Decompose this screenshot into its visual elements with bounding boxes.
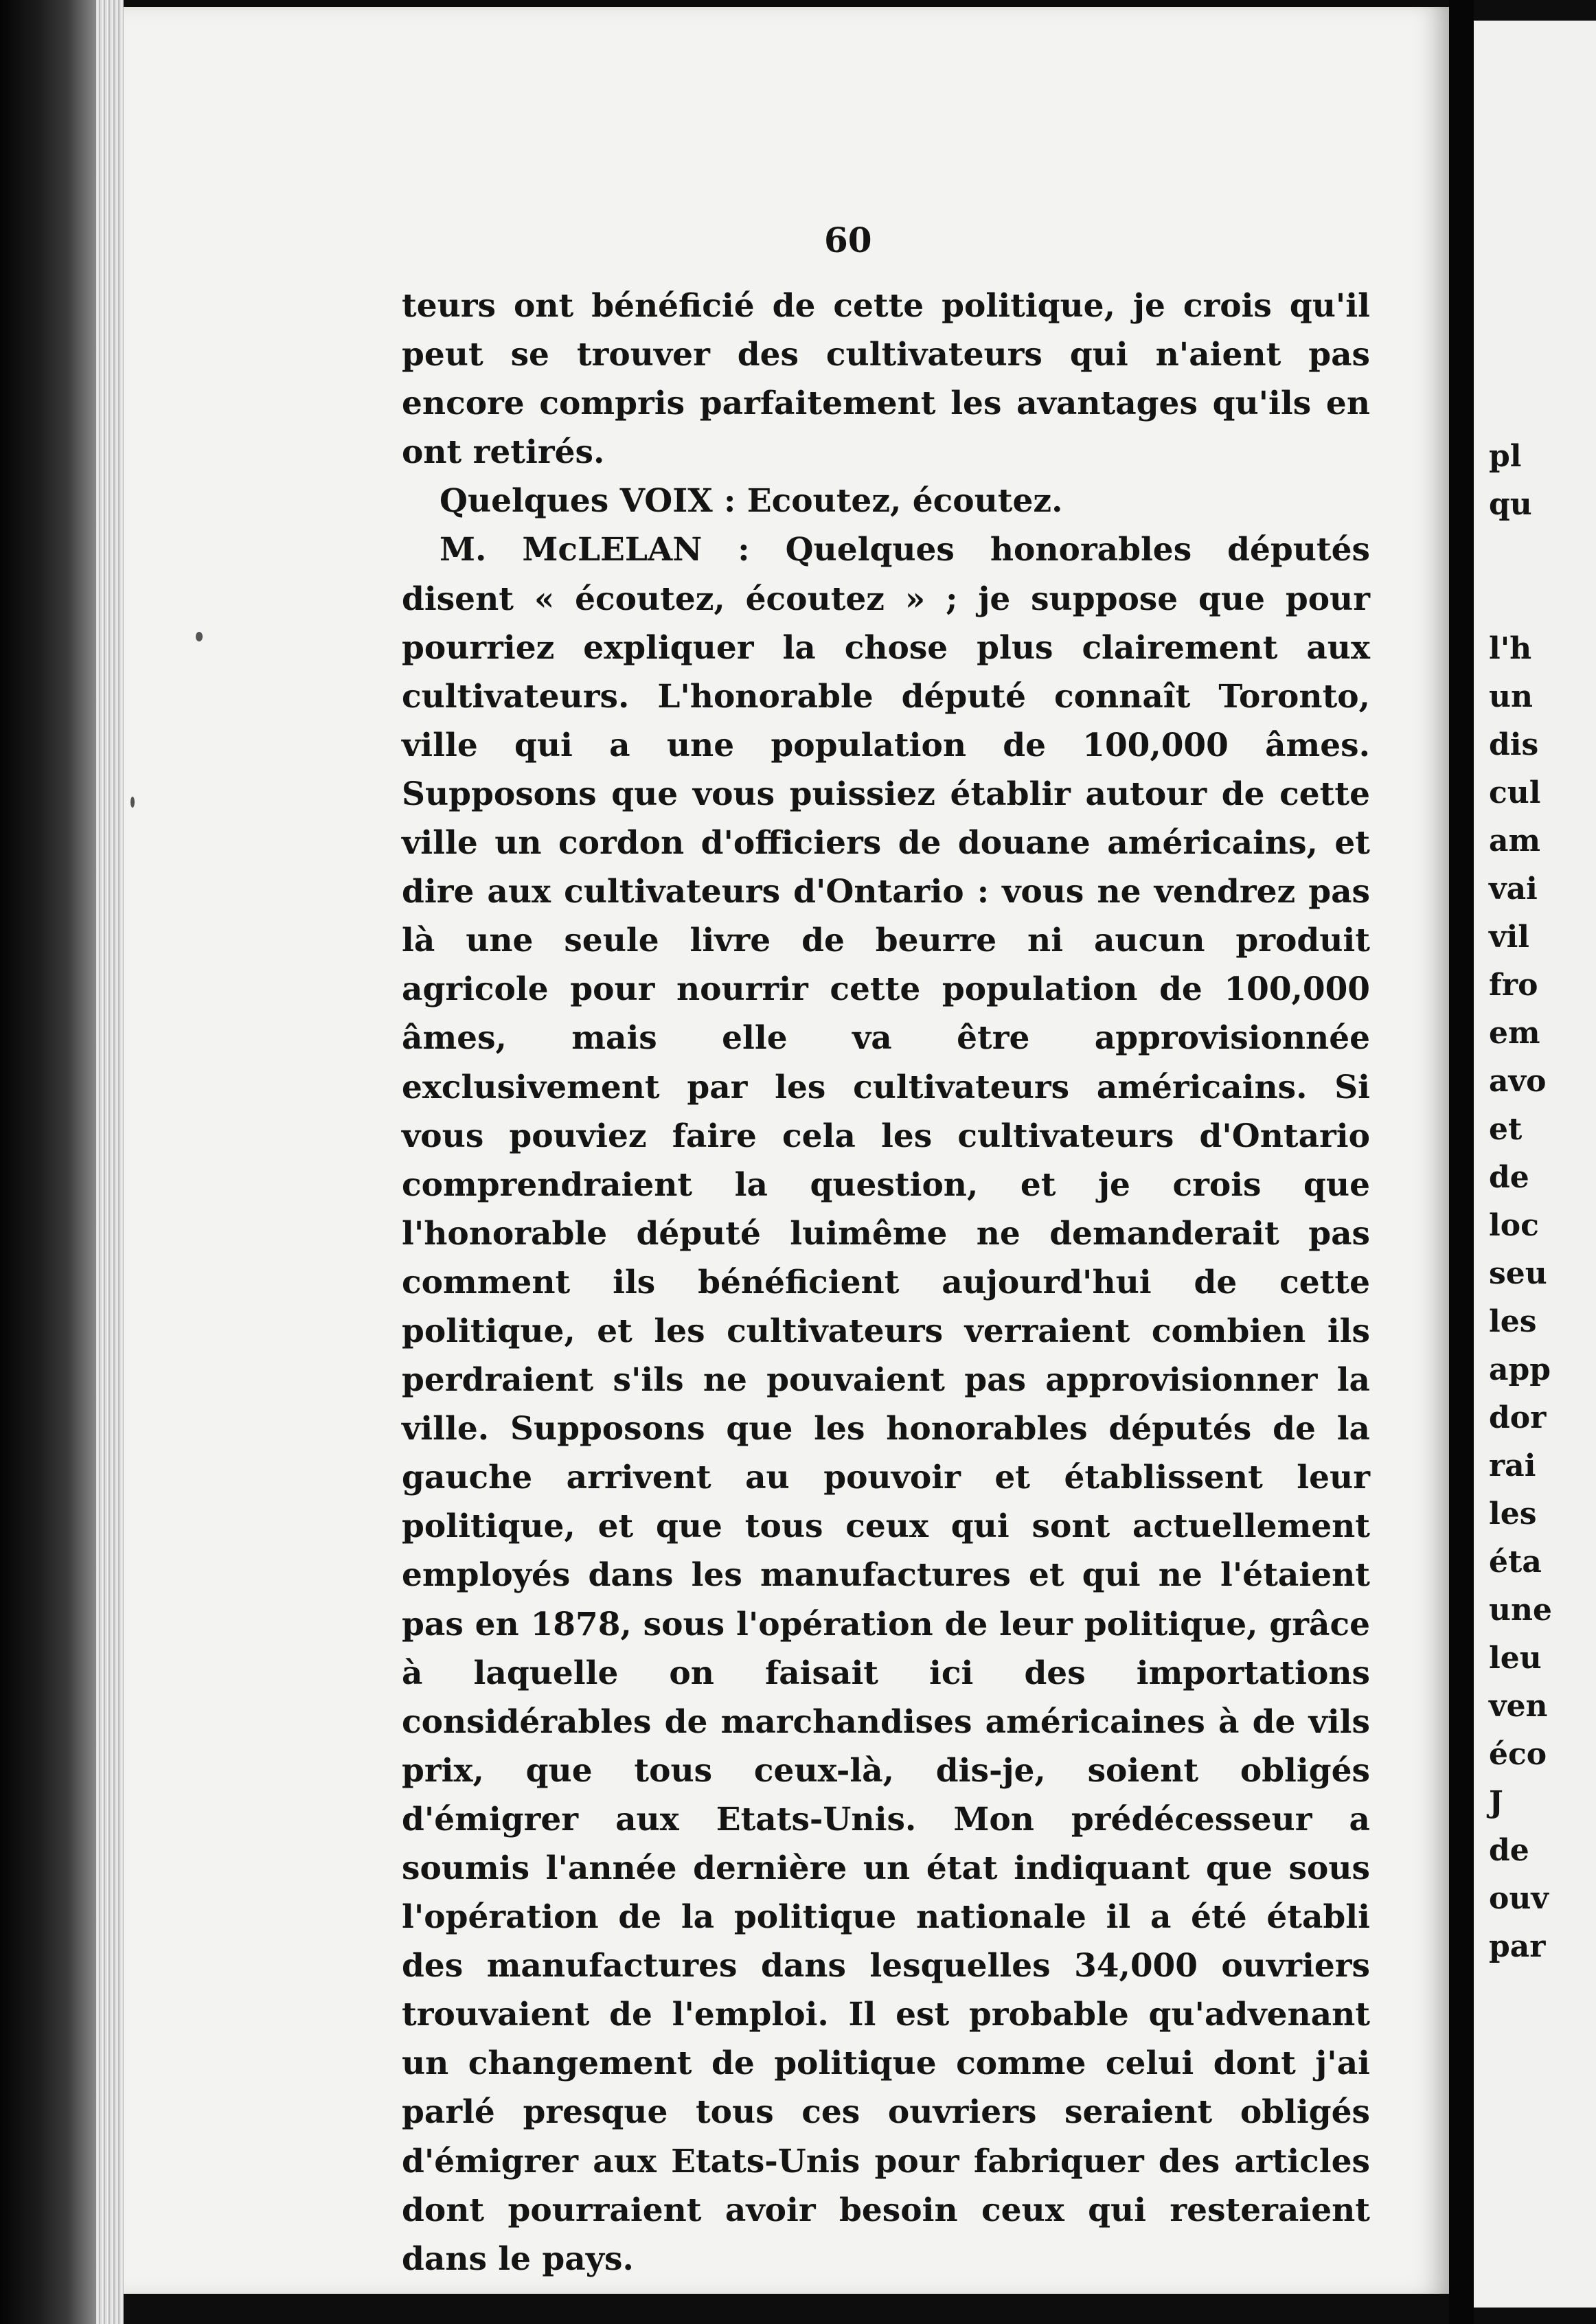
facing-line: avo — [1489, 1064, 1547, 1099]
facing-line: et — [1489, 1112, 1523, 1147]
paragraph-3 — [402, 525, 1370, 2283]
ink-speck — [196, 632, 203, 641]
facing-line: loc — [1489, 1208, 1539, 1243]
speaker-name: Quelques VOIX : — [440, 482, 736, 521]
facing-line — [1489, 529, 1552, 577]
facing-line: ouv — [1489, 1881, 1549, 1916]
page-body — [402, 282, 1370, 2283]
facing-line: pl — [1489, 439, 1522, 474]
facing-line: ven — [1489, 1689, 1548, 1724]
facing-line: dis — [1489, 727, 1539, 762]
facing-line: am — [1489, 823, 1541, 858]
speaker-name: M. McLELAN : — [440, 531, 750, 569]
facing-page-lines — [1489, 433, 1552, 1971]
facing-line: une — [1489, 1593, 1552, 1628]
page-number: 60 — [824, 220, 872, 260]
facing-line: seu — [1489, 1256, 1547, 1291]
facing-line: de — [1489, 1160, 1529, 1195]
facing-line: les — [1489, 1304, 1537, 1339]
paragraph-2 — [402, 477, 1370, 525]
facing-line: vil — [1489, 920, 1529, 955]
book-gutter — [1449, 0, 1474, 2324]
facing-line: qu — [1489, 487, 1532, 522]
facing-line: cul — [1489, 775, 1541, 810]
facing-line: vai — [1489, 872, 1538, 907]
book-binding-shadow — [0, 0, 96, 2324]
facing-line: dor — [1489, 1400, 1547, 1435]
facing-line: leu — [1489, 1641, 1542, 1676]
facing-line: fro — [1489, 968, 1538, 1003]
paragraph-text: teurs ont bénéficié de cette politique, je crois qu'il peut se trouver des cultivateurs qui n'aient pas encore compris parfaitement les avantages qu'ils en ont retirés. — [402, 287, 1370, 472]
paragraph-text: Ecoutez, écoutez. — [746, 482, 1063, 521]
facing-line: app — [1489, 1352, 1551, 1387]
facing-line — [1489, 577, 1552, 625]
paragraph-1 — [402, 282, 1370, 477]
facing-line: un — [1489, 679, 1533, 714]
facing-line: l'h — [1489, 631, 1532, 666]
facing-line: em — [1489, 1016, 1540, 1051]
page-stack-edges — [96, 0, 124, 2324]
facing-line: les — [1489, 1496, 1537, 1531]
facing-line: de — [1489, 1833, 1529, 1868]
facing-line: éco — [1489, 1737, 1547, 1772]
facing-line: J — [1489, 1785, 1503, 1820]
facing-line: rai — [1489, 1448, 1536, 1483]
facing-line: par — [1489, 1929, 1546, 1964]
facing-page-fragment — [1474, 21, 1596, 2308]
facing-line: éta — [1489, 1545, 1542, 1580]
ink-speck — [130, 797, 135, 808]
paragraph-text: Quelques honorables députés disent « écoutez, écoutez » ; je suppose que pour pourriez expliquer la chose plus clairement aux cultivateurs. L'honorable député connaît Toronto, ville qui a une population de 100,000 âmes. Supposons que vous puissiez établir autour de cette ville un cordon d'officiers de douane américains, et dire aux cultivateurs d'Ontario : vous ne vendrez pas là une seule livre de beurre ni aucun produit agricole pour nourrir cette population de 100,000 âmes, mais elle va être approvisionnée exclusivement par les cultivateurs américains. Si vous pouviez faire cela les cultivateurs d'Ontario comprendraient la question, et je crois que l'honorable député luimême ne demanderait pas comment ils bénéficient aujourd'hui de cette politique, et les cultivateurs verraient combien ils perdraient s'ils ne pouvaient pas approvisionner la ville. Supposons que les honorables députés de la gauche arrivent au pouvoir et établissent leur politique, et que tous ceux qui sont actuellement employés dans les manufactures et qui ne l'étaient pas en 1878, sous l'opération de leur politique, grâce à laquelle on faisait ici des importations considérables de marchandises américaines à de vils prix, que tous ceux-là, dis-je, soient obligés d'émigrer aux Etats-Unis. Mon prédécesseur a soumis l'année dernière un état indiquant que sous l'opération de la politique nationale il a été établi des manufactures dans lesquelles 34,000 ouvriers trouvaient de l'emploi. Il est probable qu'advenant un changement de politique comme celui dont j'ai parlé presque tous ces ouvriers seraient obligés d'émigrer aux Etats-Unis pour fabriquer des articles dont pourraient avoir besoin ceux qui resteraient dans le pays. — [402, 531, 1370, 2278]
